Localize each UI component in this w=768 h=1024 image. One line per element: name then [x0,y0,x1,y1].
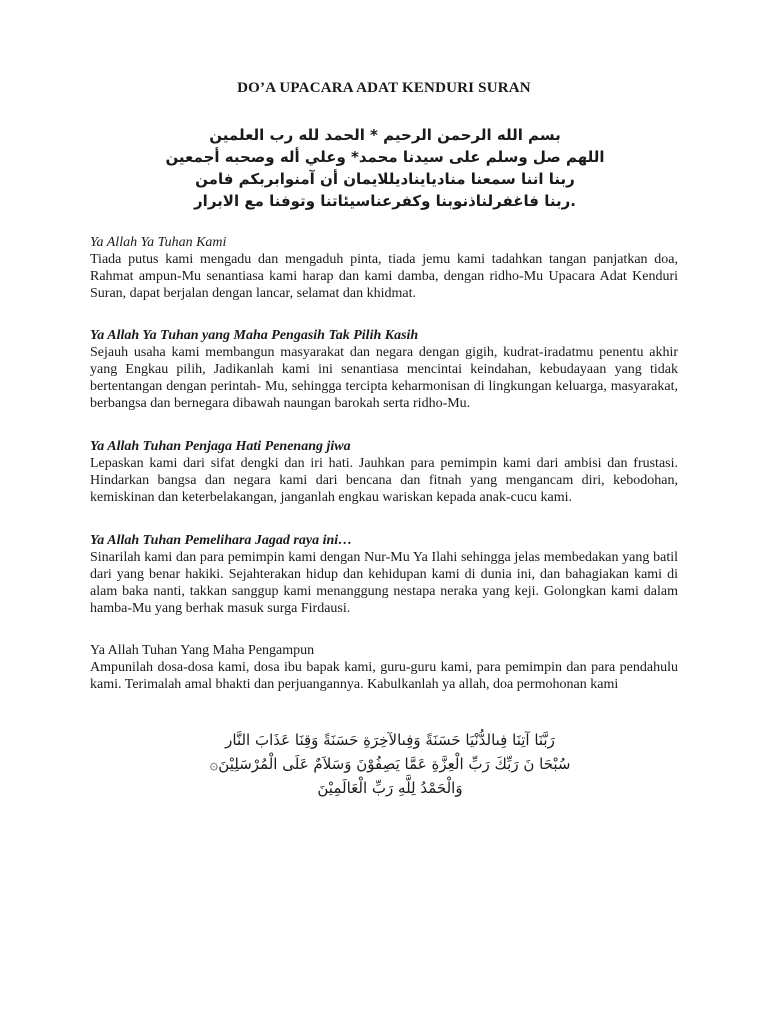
prayer-section [90,438,678,506]
section-heading: Ya Allah Ya Tuhan Kami [90,235,227,250]
prayer-section [90,234,678,302]
arabic-line: وَالْحَمْدُ لِلَّهِ رَبِّ الْعَالَمِيْنَ [317,779,463,797]
arabic-line: ربنا اننا سمعنا مناديايناديللايمان أن آمنوابربكم فامن [195,170,575,188]
prayer-section [90,642,678,693]
page-title: DO’A UPACARA ADAT KENDURI SURAN [237,80,531,96]
section-body: Tiada putus kami mengadu dan mengaduh pinta, tiada jemu kami tadahkan tangan panjatkan doa, Rahmat ampun-Mu senantiasa kami harap dan kami damba, dengan ridho-Mu Upacara Adat Kenduri Suran, dapat berjalan dengan lancar, selamat dan khidmat. [90,252,678,301]
section-heading: Ya Allah Tuhan Pemelihara Jagad raya ini… [90,533,353,548]
section-body: Sejauh usaha kami membangun masyarakat dan negara dengan gigih, kudrat-iradatmu penentu akhir yang Engkau pilih, Jadikanlah kami ini senantiasa mencintai keindahan, kebudayaan yang tidak bertentangan dengan perintah- Mu, sehingga tercipta keharmonisan di lingkungan keluarga, masyarakat, berbangsa dan bernegara dibawah naungan barokah serta ridho-Mu. [90,345,678,411]
closing-prayer-arabic [150,728,630,800]
section-body: Ampunilah dosa-dosa kami, dosa ibu bapak kami, guru-guru kami, para pemimpin dan para pendahulu kami. Terimalah amal bhakti dan perjuangannya. Kabulkanlah ya allah, doa permohonan kami [90,660,678,692]
prayer-section [90,327,678,412]
section-heading: Ya Allah Ya Tuhan yang Maha Pengasih Tak Pilih Kasih [90,328,419,343]
section-body: Sinarilah kami dan para pemimpin kami dengan Nur-Mu Ya Ilahi sehingga jelas membedakan yang batil dari yang benar hakiki. Sejahterakan hidup dan kehidupan kami di dunia ini, dan bahagiakan kami di alam baka nanti, takkan sanggup kami menanggung nestapa neraka yang keji. Golongkan kami dalam hamba-Mu yang berhak masuk surga Firdausi. [90,550,678,616]
arabic-line: .ربنا فاغفرلناذنوبنا وكفرعناسيئاتنا وتوفنا مع الابرار [194,192,576,210]
arabic-line: اللهم صل وسلم على سيدنا محمد* وعلي أله وصحبه أجمعين [165,148,605,166]
arabic-line: سُبْحَا نَ رَبِّكَ رَبِّ الْعِزَّةِ عَمَّا يَصِفُوْنَ وَسَلاَمٌ عَلَى الْمُرْسَلِيْنَ۞ [209,755,571,773]
section-heading: Ya Allah Tuhan Penjaga Hati Penenang jiwa [90,439,351,454]
arabic-line: بسم الله الرحمن الرحيم * الحمد لله رب العلمين [209,126,561,144]
opening-prayer-arabic [90,124,680,212]
section-body: Lepaskan kami dari sifat dengki dan iri hati. Jauhkan para pemimpin kami dari ambisi dan frustasi. Hindarkan bangsa dan negara kami dari bencana dan fitnah yang mengancam diri, kebodohan, kemiskinan dan keterbelakangan, janganlah engkau wariskan kepada anak-cucu kami. [90,456,678,505]
arabic-line: رَبَّنَا آتِنَا فِىالدُّنْيَا حَسَنَةً وَفِىالآخِرَةِ حَسَنَةً وَقِنَا عَذَابَ النَّار [225,731,555,749]
prayer-section [90,532,678,617]
section-heading: Ya Allah Tuhan Yang Maha Pengampun [90,643,315,658]
